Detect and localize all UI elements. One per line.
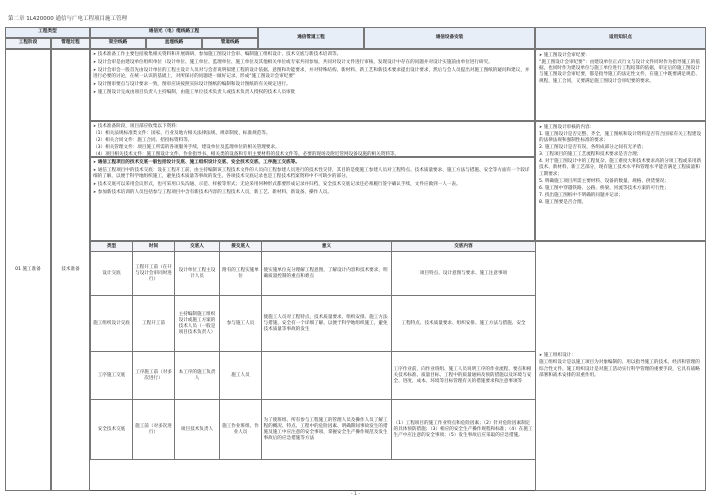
cell-meaning: 使施工人员对工程特点、技术质量要求、组织安排、施工方法与措施、安全有一个详细了解，以便于科学地组织施工，避免技术质量等事故的发生 [262,296,392,352]
header-cable-line: 通信光（电）缆线路工程 [90,27,258,38]
disclosure-table [90,241,536,460]
cell-to: 附有的工程实施单位 [220,252,262,296]
side2-line: 5. 明确施工项目所需主要材料、设备的数量、规格、供货情况； [539,178,669,184]
cell-time: 工程开工前（在开与设计会审同时进行） [133,252,175,296]
cell-content: 工序作业前，向作业班组、施工人员说明工序的作业流程、要点和相关技术标准、质量目标、工程中的质量通病及预防措施以及环境与安全、进度、成本、环境等目标管理有关的措施要求和注意事项等 [392,352,536,400]
header-buried: 直埋线路 [146,38,202,49]
block1-line: ➤ 设计会审是由建设单位组织单位（设计单位、施工单位、监理单位、施工单位及其他相关单位或专家共同参加，共同对设计文件进行审核，发现设计中存在的问题并对设计实施前由单位进行研究。 [93,59,532,66]
header-process: 管理过程 [51,38,90,49]
side3-line: 施工组织设计是以施工项目为对象编制的，用以指导施工的技术、经济和管理的综合性文件。施工组织设计是对施工活动实行科学管理的重要手段，它具有战略部署和战术安排的双重作用。 [539,360,700,378]
col-header-to: 接交底人 [220,242,262,252]
cell-from: 项目技术负责人 [175,400,220,460]
block-tech-disclosure [90,157,535,241]
cell-type: 施工组织设计交底 [91,296,133,352]
cell-type: 工序施工交底 [91,352,133,400]
cell-to: 施工作业班组、作业人员 [220,400,262,460]
page-number: - 1 - [350,492,361,497]
col-header-time: 时间 [133,242,175,252]
process-label [51,49,90,491]
side-design-review [535,49,706,121]
block3-line: ➤ 通信工程项目中的技术交底：设在工程开工前，由主持编制该工程技术文件的人员向工程参建人员进行的技术性交待，其目的是使施工参建人员对工程特点、技术质量要求、施工方法与措施、安全等方面有一个较详细的了解，以便于科学地组织施工，避免技术质量等事故的发生。各项技术交底记录也是工程技术档案资料中不可缺少的部分。 [93,167,532,180]
block3-line: ➤ 技术交底可以采用会议形式，也可采用口头沟通、示范、样板等形式；无论采用何种形式都要形成记录并归档，安全技术交底记录还必须履行签字确认手续，文件应做到一人一表。 [93,181,532,188]
table-row [91,252,536,296]
side-construction-org [535,241,706,491]
header-equipment: 通信设备安装 [364,27,535,49]
block-design-review [90,49,535,121]
cell-meaning [262,352,392,400]
side3-line: ➤ 施工组织设计： [539,352,702,359]
block1-line: ➤ 设计会审会一般首先由设计单位的工程主设计人员对与会者说明拟建工程的设计依据、意图和功能要求，并对特殊结构、新材料、新工艺和新技术要求提出设计要求，然后与会人员提出对施工图纸的疑问和建议，并进行必要的讨论，在统一认识的基础上，对所探讨的问题逐一做好记录，形成“施工图设计会审纪要” [93,67,532,80]
block1-line: ➤ 设计图审要点与设计要求一致，图审应该按照实际设计图纸的编制和设计图纸的有关规定进行。 [93,81,532,88]
block2-line: （1）相关法规标准类文件：国家、行业及地方相关法律法规、规章制度、标准规范等。 [93,131,271,136]
block2-line: （3）相关管理文件：项目施工所需的各项服务手续，建设单位及监理单位的相关管理要求。 [93,145,280,150]
phase-text: 01 施工准备 [15,266,41,272]
block1-line: ➤ 施工图设计完成由项目负责人主持编制，由施工单位技术负责人或技术负责人授权的技术人员审批 [93,89,532,96]
table-header-row [91,242,536,252]
cell-meaning: 为了使班组、所有参与工程施工的管理人员及操作人员了解工程的概况、特点、工程中的危险因素、明确期间事故发生的措施及施工中应注意的安全事项，掌握安全生产操作规范及发生事故后的应急措施等方法 [262,400,392,460]
col-header-meaning: 意义 [262,242,392,252]
cell-content: （1）工程项目的施工作业特点和危险因素；（2）针对危险因素制定的具体预防措施；（3）相应的安全生产操作规程和标准；（4）在施工生产中应注意的安全事项；（5）发生事故后应采取的应急措施。 [392,400,536,460]
header-knowledge: 适用知识点 [535,27,706,49]
header-project-type: 工程类型 [5,27,90,38]
table-row [91,296,536,352]
side2-line: 7. 找出施工图纸中不明确的问题并记录； [539,192,623,198]
page-title: 第二章 1L420000 通信与广电工程项目施工管理 [8,16,128,22]
col-header-from: 交底人 [175,242,220,252]
cell-content: 工程特点、技术质量要求、组织安排、施工方法与措施、安全 [392,296,536,352]
header-overhead: 架空线路 [90,38,146,49]
block-data-collection [90,121,535,157]
table-row [91,352,536,400]
phase-label [5,49,51,491]
block3-line: ➤ 通信工程项目的技术交底一般包括设计交底、施工组织设计交底、安全技术交底、工序施工交底等。 [93,159,532,166]
header-phase: 工程阶段 [5,38,51,49]
cell-content: 项目特点、设计意图与要求、施工注意事项 [392,252,536,296]
block1-line: ➤ 技术准备工作主要包括收集相关资料和开展调研、参加施工图设计会审、编制施工组织设计、技术交底与新技术培训等。 [93,51,532,58]
side1-line: “施工图设计会审纪要”：由建设单位正式行文与设计文件同时作为指导施工的依据，也同时作为建设单位与施工单位进行工程结算的依据，审定后的施工图设计与施工图设计会审纪要，都是指导施工的法定性文件，在施工中既要满足规范、规程，施工合同，又要满足施工图设计会审纪要的要求。 [539,60,700,84]
cell-from: 本工序的施工负责人 [175,352,220,400]
side1-line: ➤ 施工图设计会审纪要： [539,52,702,59]
cell-type: 设计交底 [91,252,133,296]
side2-line: 1. 施工图设计是否完整、齐全，施工图纸和设计资料是否符合国家有关工程建设的法律法规和强制性标准的要求； [539,132,702,144]
cell-time: 工程开工前 [133,296,175,352]
side2-line: 8. 施工图要是否合理。 [539,199,587,205]
side2-line: 4. 对于施工图设计中的工程复杂、施工难度大和技术要求高的分项工程或采用新技术、新材料、新工艺部分，现有施工技术水平和管理水平能否满足工程质量和工期要求； [539,159,702,177]
side-drawing-review [535,121,706,241]
side2-line: ➤ 施工图设计审核的内容： [539,124,702,131]
header-comm-duct: 通信管道工程 [258,27,364,49]
block3-line: ➤ 参加新技术培训的人员包括参与工程项目中含有新技术内容的工程技术人员，新工艺、新材料、新设备、操作人员。 [93,189,532,196]
col-header-content: 交底内容 [392,242,536,252]
cell-from: 设计单位工程主设计人员 [175,252,220,296]
cell-time: 工序施工前（对多次进行） [133,352,175,400]
process-text: 技术准备 [61,266,80,272]
cell-to: 参与施工人员 [220,296,262,352]
side2-line: 6. 施工图中穿越铁路、公路、桥梁、河流等技术方案的可行性； [539,185,669,191]
block2-line: ➤ 技术准备阶段，项目部应收集以下资料： [93,123,532,130]
side2-line: 3. 工程项目的施工工艺流程和技术要求是否合理； [539,152,642,158]
cell-type: 安全技术交底 [91,400,133,460]
block2-line: （4）项目相关技术文件：施工图设计文件、作业指导书、相关类的设备和专用主要材料的技术文件等。必要的现场及附近管网设备设施的相关资料等。 [93,152,400,157]
cell-meaning: 使实施单位充分理解工程意图，了解设计内容和技术要求，明确质量控制的重点和难点 [262,252,392,296]
col-header-type: 类型 [91,242,133,252]
cell-time: 施工前（对多次进行） [133,400,175,460]
block2-line: （2）相关合同文件：施工合同、招投标资料等。 [93,138,193,143]
table-row [91,400,536,460]
cell-to: 施工人员 [220,352,262,400]
side2-line: 2. 施工图设计是否有误，各组成部分之间有无矛盾； [539,145,646,151]
header-duct: 管道线路 [202,38,258,49]
cell-from: 主持编制施工组织设计或施工方案的技术人员（一般是项目技术负责人） [175,296,220,352]
